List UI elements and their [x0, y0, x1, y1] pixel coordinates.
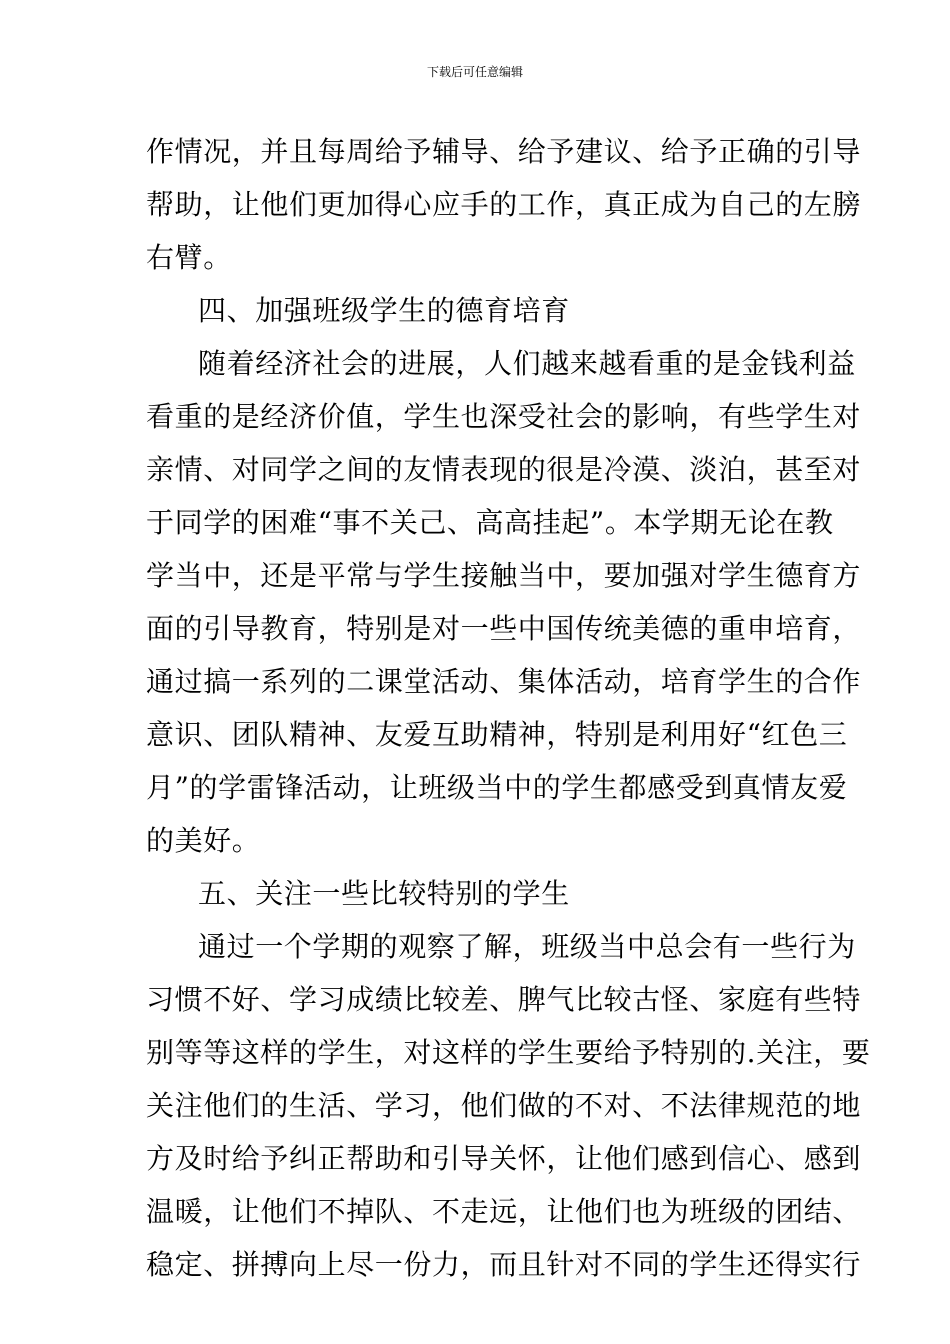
text-line: 意识、团队精神、友爱互助精神，特别是利用好“红色三	[146, 718, 848, 751]
text-line: 右臂。	[146, 241, 232, 274]
text-line: 别等等这样的学生，对这样的学生要给予特别的.关注，要	[146, 1036, 871, 1069]
text-line: 于同学的困难“事不关己、高高挂起”。本学期无论在教	[146, 506, 834, 539]
text-line: 习惯不好、学习成绩比较差、脾气比较古怪、家庭有些特	[146, 983, 862, 1016]
section-heading-4: 四、加强班级学生的德育培育	[198, 294, 570, 327]
text-line: 帮助，让他们更加得心应手的工作，真正成为自己的左膀	[146, 188, 862, 221]
text-line: 通过搞一系列的二课堂活动、集体活动，培育学生的合作	[146, 665, 862, 698]
section-heading-5: 五、关注一些比较特别的学生	[198, 877, 570, 910]
text-line: 温暖，让他们不掉队、不走远，让他们也为班级的团结、	[146, 1195, 862, 1228]
text-line: 看重的是经济价值，学生也深受社会的影响，有些学生对	[146, 400, 862, 433]
page-header: 下载后可任意编辑	[426, 65, 523, 79]
text-line: 作情况，并且每周给予辅导、给予建议、给予正确的引导	[146, 135, 862, 168]
text-line: 方及时给予纠正帮助和引导关怀，让他们感到信心、感到	[146, 1142, 862, 1175]
paragraph-start: 随着经济社会的进展，人们越来越看重的是金钱利益	[198, 347, 856, 380]
text-line: 月”的学雷锋活动，让班级当中的学生都感受到真情友爱	[146, 771, 848, 804]
text-line: 稳定、拼搏向上尽一份力，而且针对不同的学生还得实行	[146, 1248, 862, 1281]
text-line: 面的引导教育，特别是对一些中国传统美德的重申培育，	[146, 612, 862, 645]
document-body	[146, 125, 871, 1291]
text-line: 的美好。	[146, 824, 261, 857]
paragraph-start: 通过一个学期的观察了解，班级当中总会有一些行为	[198, 930, 856, 963]
text-line: 亲情、对同学之间的友情表现的很是冷漠、淡泊，甚至对	[146, 453, 862, 486]
text-line: 学当中，还是平常与学生接触当中，要加强对学生德育方	[146, 559, 862, 592]
text-line: 关注他们的生活、学习，他们做的不对、不法律规范的地	[146, 1089, 862, 1122]
